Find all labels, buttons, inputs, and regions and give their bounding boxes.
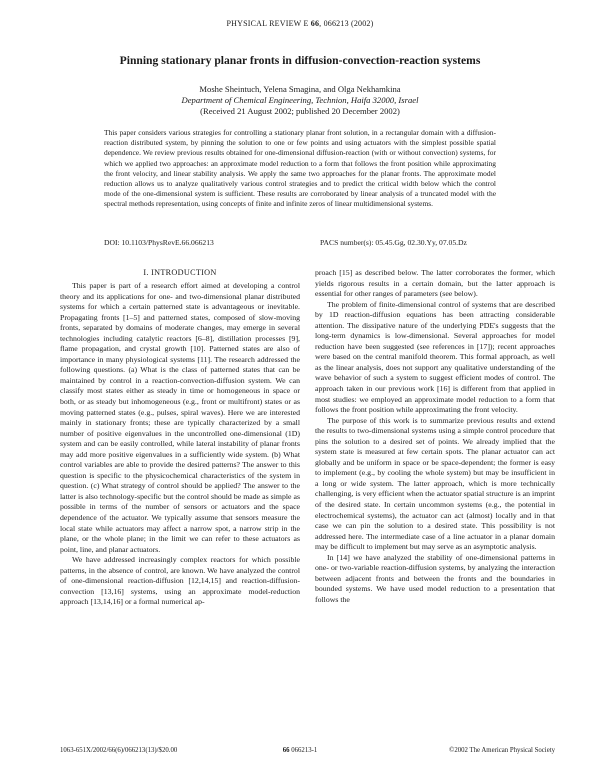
footer-issn: 1063-651X/2002/66(6)/066213(13)/$20.00 <box>60 747 178 754</box>
author-block <box>40 84 560 117</box>
section-heading: I. INTRODUCTION <box>143 268 217 277</box>
paragraph: This paper is part of a research effort aimed at developing a control theory and its applications for one- and two-dimensional planar distributed systems for which a certain patterned state is advantageous or inevitable. Propagating fronts [1–5] and patterned states, composed of slow-moving fronts, separated by domains of moderate changes, may emerge in several technologies including catalytic reactors [6–8], distillation processes [9], flame propagation, and crystal growth [10]. Patterned states are also of importance in many physiological systems [11]. The research addressed the following questions. (a) What is the class of patterned states that can be maintained by control in a reaction-convection-diffusion system. We can classify most states either as steady in time or homogeneous in space or both, or as steady but inhomogeneous (e.g., front or multifront) states or as moving patterned states (e.g., pulses, spiral waves). Here we are interested mainly in stationary fronts; these are typically characterized by a small number of positive eigenvalues in the uncontrolled one-dimensional (1D) system and can be easily controlled, while lateral instability of planar fronts may add more positive eigenvalues in a sufficiently wide system. (b) What control variables are able to provide the desired patterns? The answer to this question is specific to the physicochemical characteristics of the system in question. (c) What strategy of control should be applied? The answer to the latter is also technology-specific but the control should be made as simple as possible in terms of the number of sensors or actuators and the space dependence of the actuator. We typically assume that sensors measure the local state while actuators may affect a narrow spot, a narrow strip in the plane, or the whole plane; in the limit we can refer to these actuators as point, line, and planar actuators. <box>60 281 300 554</box>
paper-title: Pinning stationary planar fronts in diffusion-convection-reaction systems <box>119 54 481 67</box>
paragraph: proach [15] as described below. The latter corroborates the former, which yields rigorous results in a certain domain, but the latter approach is essential for other ranges of parameters (see below). <box>315 268 555 299</box>
journal-citation: , 066213 (2002) <box>319 19 374 28</box>
author-affiliation: Department of Chemical Engineering, Technion, Haifa 32000, Israel <box>181 95 419 105</box>
pacs-numbers: PACS number(s): 05.45.Gg, 02.30.Yy, 07.05.Dz <box>320 238 467 247</box>
journal-name: PHYSICAL REVIEW E <box>226 19 309 28</box>
footer-volume: 66 <box>282 747 290 754</box>
footer-copyright: ©2002 The American Physical Society <box>449 747 555 754</box>
doi: DOI: 10.1103/PhysRevE.66.066213 <box>104 238 214 247</box>
journal-volume: 66 <box>310 19 320 28</box>
author-names: Moshe Sheintuch, Yelena Smagina, and Olga Nekhamkina <box>199 84 401 94</box>
footer-page: 066213-1 <box>291 747 318 754</box>
right-column <box>315 268 555 691</box>
left-column <box>60 281 300 691</box>
paragraph: The purpose of this work is to summarize previous results and extend the results to two-dimensional systems using a simple control procedure that pins the solution to a desired set of points. We already implied that the system state is measured at few certain spots. The planar actuator can act globally and be uniform in space or be space-dependent; the former is easy to implement (e.g., by cooling the whole system) but may be insufficient in a long or wide system. The latter approach, which is more technically challenging, is very efficient when the actuator spatial structure is an imprint of the desired state. In certain uncommon systems (e.g., the potential in electrochemical systems), the actuator can act (almost) locally and in that case we can pin the solution to a desired state. This possibility is not addressed here. The intermediate case of a line actuator in a planar domain may be difficult to implement but may serve as an asymptotic analysis. <box>315 415 555 552</box>
abstract: This paper considers various strategies for controlling a stationary planar front solution, in a rectangular domain with a diffusion-reaction distributed system, by pinning the solution to one or few points and using actuators with the simplest possible spatial dependence. We review previous results obtained for one-dimensional diffusion-reaction (with or without convection) systems, for which we applied two approaches: an approximate model reduction to a form that follows the front position while approximating the front velocity, and linear stability analysis. We apply the same two approaches for the planar fronts. The approximate model reduction allows us to analyze qualitatively various control strategies and to predict the critical width below which the control mode of the one-dimensional system is sufficient. These results are corroborated by linear analysis of a truncated model with the spectral methods representation, using concepts of finite and infinite zeros of linear multidimensional systems. <box>104 128 496 209</box>
received-date: (Received 21 August 2002; published 20 December 2002) <box>200 106 400 116</box>
paragraph: In [14] we have analyzed the stability of one-dimensional patterns in one- or two-variable reaction-diffusion systems, by analyzing the interaction between adjacent fronts and between the fronts and the boundaries in bounded systems. We have used model reduction to a presentation that follows the <box>315 552 555 604</box>
paragraph: The problem of finite-dimensional control of systems that are described by 1D reaction-diffusion equations has been attracting considerable attention. The dissipative nature of the underlying PDE's suggests that the long-term dynamics is low-dimensional. Several approaches for model reduction have been suggested (see references in [17]); recent approaches were based on the central manifold theorem. This formal approach, as well as the linear analysis, does not support any qualitative understanding of the wave behavior of such a system to suggest efficient modes of control. The approach taken in our previous work [16] is different from that applied in most studies: we employed an approximate model reduction to a form that follows the front position while approximating the front velocity. <box>315 299 555 415</box>
paragraph: We have addressed increasingly complex reactors for which possible patterns, in the absence of control, are known. We have analyzed the control of one-dimensional reaction-diffusion [12,14,15] and reaction-diffusion-convection [13,16] systems, using an approximate model-reduction approach [13,14,16] or a formal numerical ap- <box>60 555 300 607</box>
journal-header <box>0 19 600 28</box>
